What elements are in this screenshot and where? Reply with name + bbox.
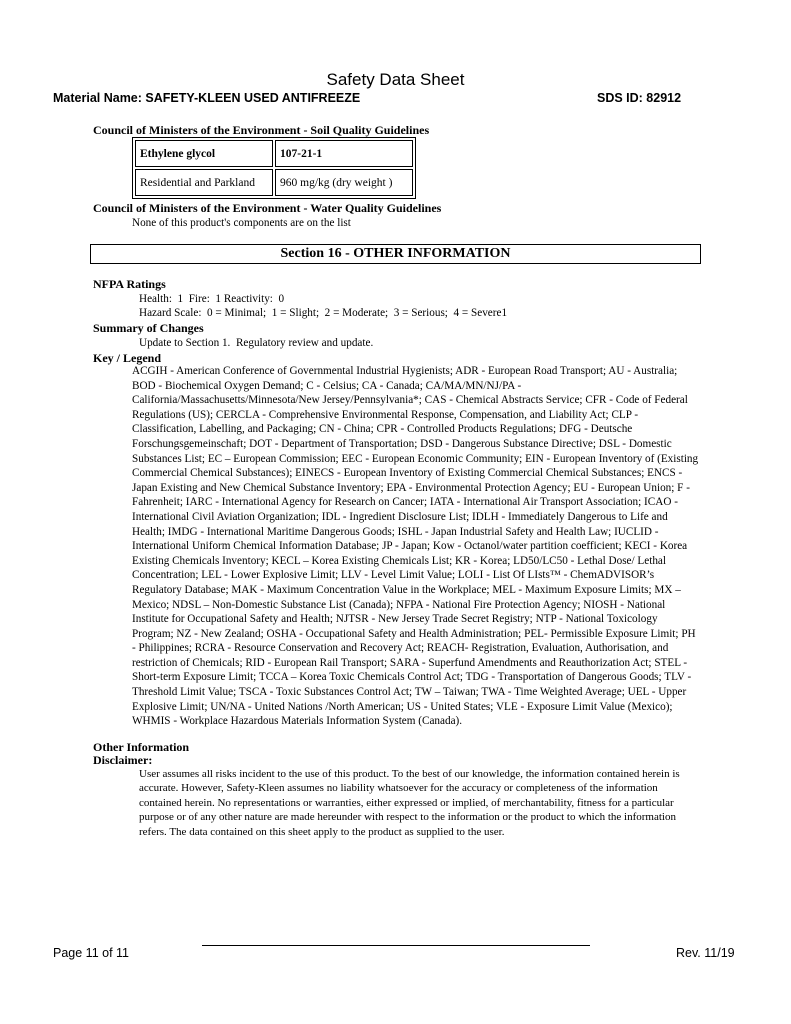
table-cell: Residential and Parkland xyxy=(135,169,273,196)
summary-of-changes-heading: Summary of Changes xyxy=(93,321,204,335)
revision-date: Rev. 11/19 xyxy=(676,946,735,960)
nfpa-ratings-values: Health: 1 Fire: 1 Reactivity: 0 xyxy=(139,293,285,305)
table-row xyxy=(135,169,413,196)
table-row xyxy=(135,140,413,167)
footer-divider xyxy=(202,945,590,946)
key-legend-heading: Key / Legend xyxy=(93,351,161,365)
section-16-header: Section 16 - OTHER INFORMATION xyxy=(90,244,701,264)
summary-of-changes-text: Update to Section 1. Regulatory review and update. xyxy=(139,337,374,349)
disclaimer-heading: Disclaimer: xyxy=(93,753,153,767)
sds-id: SDS ID: 82912 xyxy=(597,91,682,105)
page-number: Page 11 of 11 xyxy=(53,946,129,960)
water-guidelines-text: None of this product's components are on the list xyxy=(132,217,351,229)
table-cell: Ethylene glycol xyxy=(135,140,273,167)
table-cell: 960 mg/kg (dry weight ) xyxy=(275,169,413,196)
soil-guidelines-heading: Council of Ministers of the Environment - Soil Quality Guidelines xyxy=(93,123,430,137)
material-name: Material Name: SAFETY-KLEEN USED ANTIFREEZE xyxy=(53,91,361,105)
soil-guidelines-table xyxy=(132,137,416,199)
table-cell: 107-21-1 xyxy=(275,140,413,167)
key-legend-text: ACGIH - American Conference of Governmental Industrial Hygienists; ADR - European Road Transport; AU - Australia; BOD - Biochemical Oxygen Demand; C - Celsius; CA - Canada; CA/MA/MN/NJ/PA - California/Massachusetts/Minnesota/New Jersey/Pennsylvania*; CAS - Chemical Abstracts Service; CFR - Code of Federal Regulations (US); CERCLA - Comprehensive Environmental Response, Compensation, and Liability Act; CLP - Classification, Labelling, and Packaging; CN - China; CPR - Controlled Products Regulations; DFG - Deutsche Forschungsgemeinschaft; DOT - Department of Transportation; DSD - Dangerous Substance Directive; DSL - Domestic Substances List; EC – European Commission; EEC - European Economic Community; EIN - European Inventory of (Existing Commercial Chemical Substances); EINECS - European Inventory of Existing Commercial Chemical Substances; ENCS - Japan Existing and New Chemical Substance Inventory; EPA - Environmental Protection Agency; EU - European Union; F - Fahrenheit; IARC - International Agency for Research on Cancer; IATA - International Air Transport Association; ICAO - International Civil Aviation Organization; IDL - Ingredient Disclosure List; IDLH - Immediately Dangerous to Life and Health; IMDG - International Maritime Dangerous Goods; ISHL - Japan Industrial Safety and Health Law; IUCLID - International Uniform Chemical Information Database; JP - Japan; Kow - Octanol/water partition coefficient; KECI - Korea Existing Chemicals Inventory; KECL – Korea Existing Chemicals List; KR - Korea; LD50/LC50 - Lethal Dose/ Lethal Concentration; LEL - Lower Explosive Limit; LLV - Level Limit Value; LOLI - List Of LIsts™ - ChemADVISOR’s Regulatory Database; MAK - Maximum Concentration Value in the Workplace; MEL - Maximum Exposure Limits; MX – Mexico; NDSL – Non-Domestic Substance List (Canada); NFPA - National Fire Protection Agency; NIOSH - National Institute for Occupational Safety and Health; NJTSR - New Jersey Trade Secret Registry; NTP - National Toxicology Program; NZ - New Zealand; OSHA - Occupational Safety and Health Administration; PEL- Permissible Exposure Limit; PH - Philippines; RCRA - Resource Conservation and Recovery Act; REACH- Registration, Evaluation, Authorisation, and restriction of Chemicals; RID - European Rail Transport; SARA - Superfund Amendments and Reauthorization Act; STEL - Short-term Exposure Limit; TCCA – Korea Toxic Chemicals Control Act; TDG - Transportation of Dangerous Goods; TLV - Threshold Limit Value; TSCA - Toxic Substances Control Act; TW – Taiwan; TWA - Time Weighted Average; UEL - Upper Explosive Limit; UN/NA - United Nations /North American; US - United States; VLE - Exposure Limit Value (Mexico); WHMIS - Workplace Hazardous Materials Information System (Canada). xyxy=(132,365,699,728)
page-title: Safety Data Sheet xyxy=(326,70,465,89)
water-guidelines-heading: Council of Ministers of the Environment - Water Quality Guidelines xyxy=(93,201,442,215)
disclaimer-text: User assumes all risks incident to the use of this product. To the best of our knowledge, the information contained herein is accurate. However, Safety-Kleen assumes no liability whatsoever for the accuracy or completeness of the information contained herein. No representations or warranties, either expressed or implied, of merchantability, fitness for a particular purpose or of any other nature are made hereunder with respect to the information or the product to which the information refers. The data contained on this sheet apply to the product as supplied to the user. xyxy=(139,768,680,838)
hazard-scale: Hazard Scale: 0 = Minimal; 1 = Slight; 2 = Moderate; 3 = Serious; 4 = Severe1 xyxy=(139,307,508,319)
nfpa-ratings-heading: NFPA Ratings xyxy=(93,277,166,291)
other-information-heading: Other Information xyxy=(93,740,190,754)
